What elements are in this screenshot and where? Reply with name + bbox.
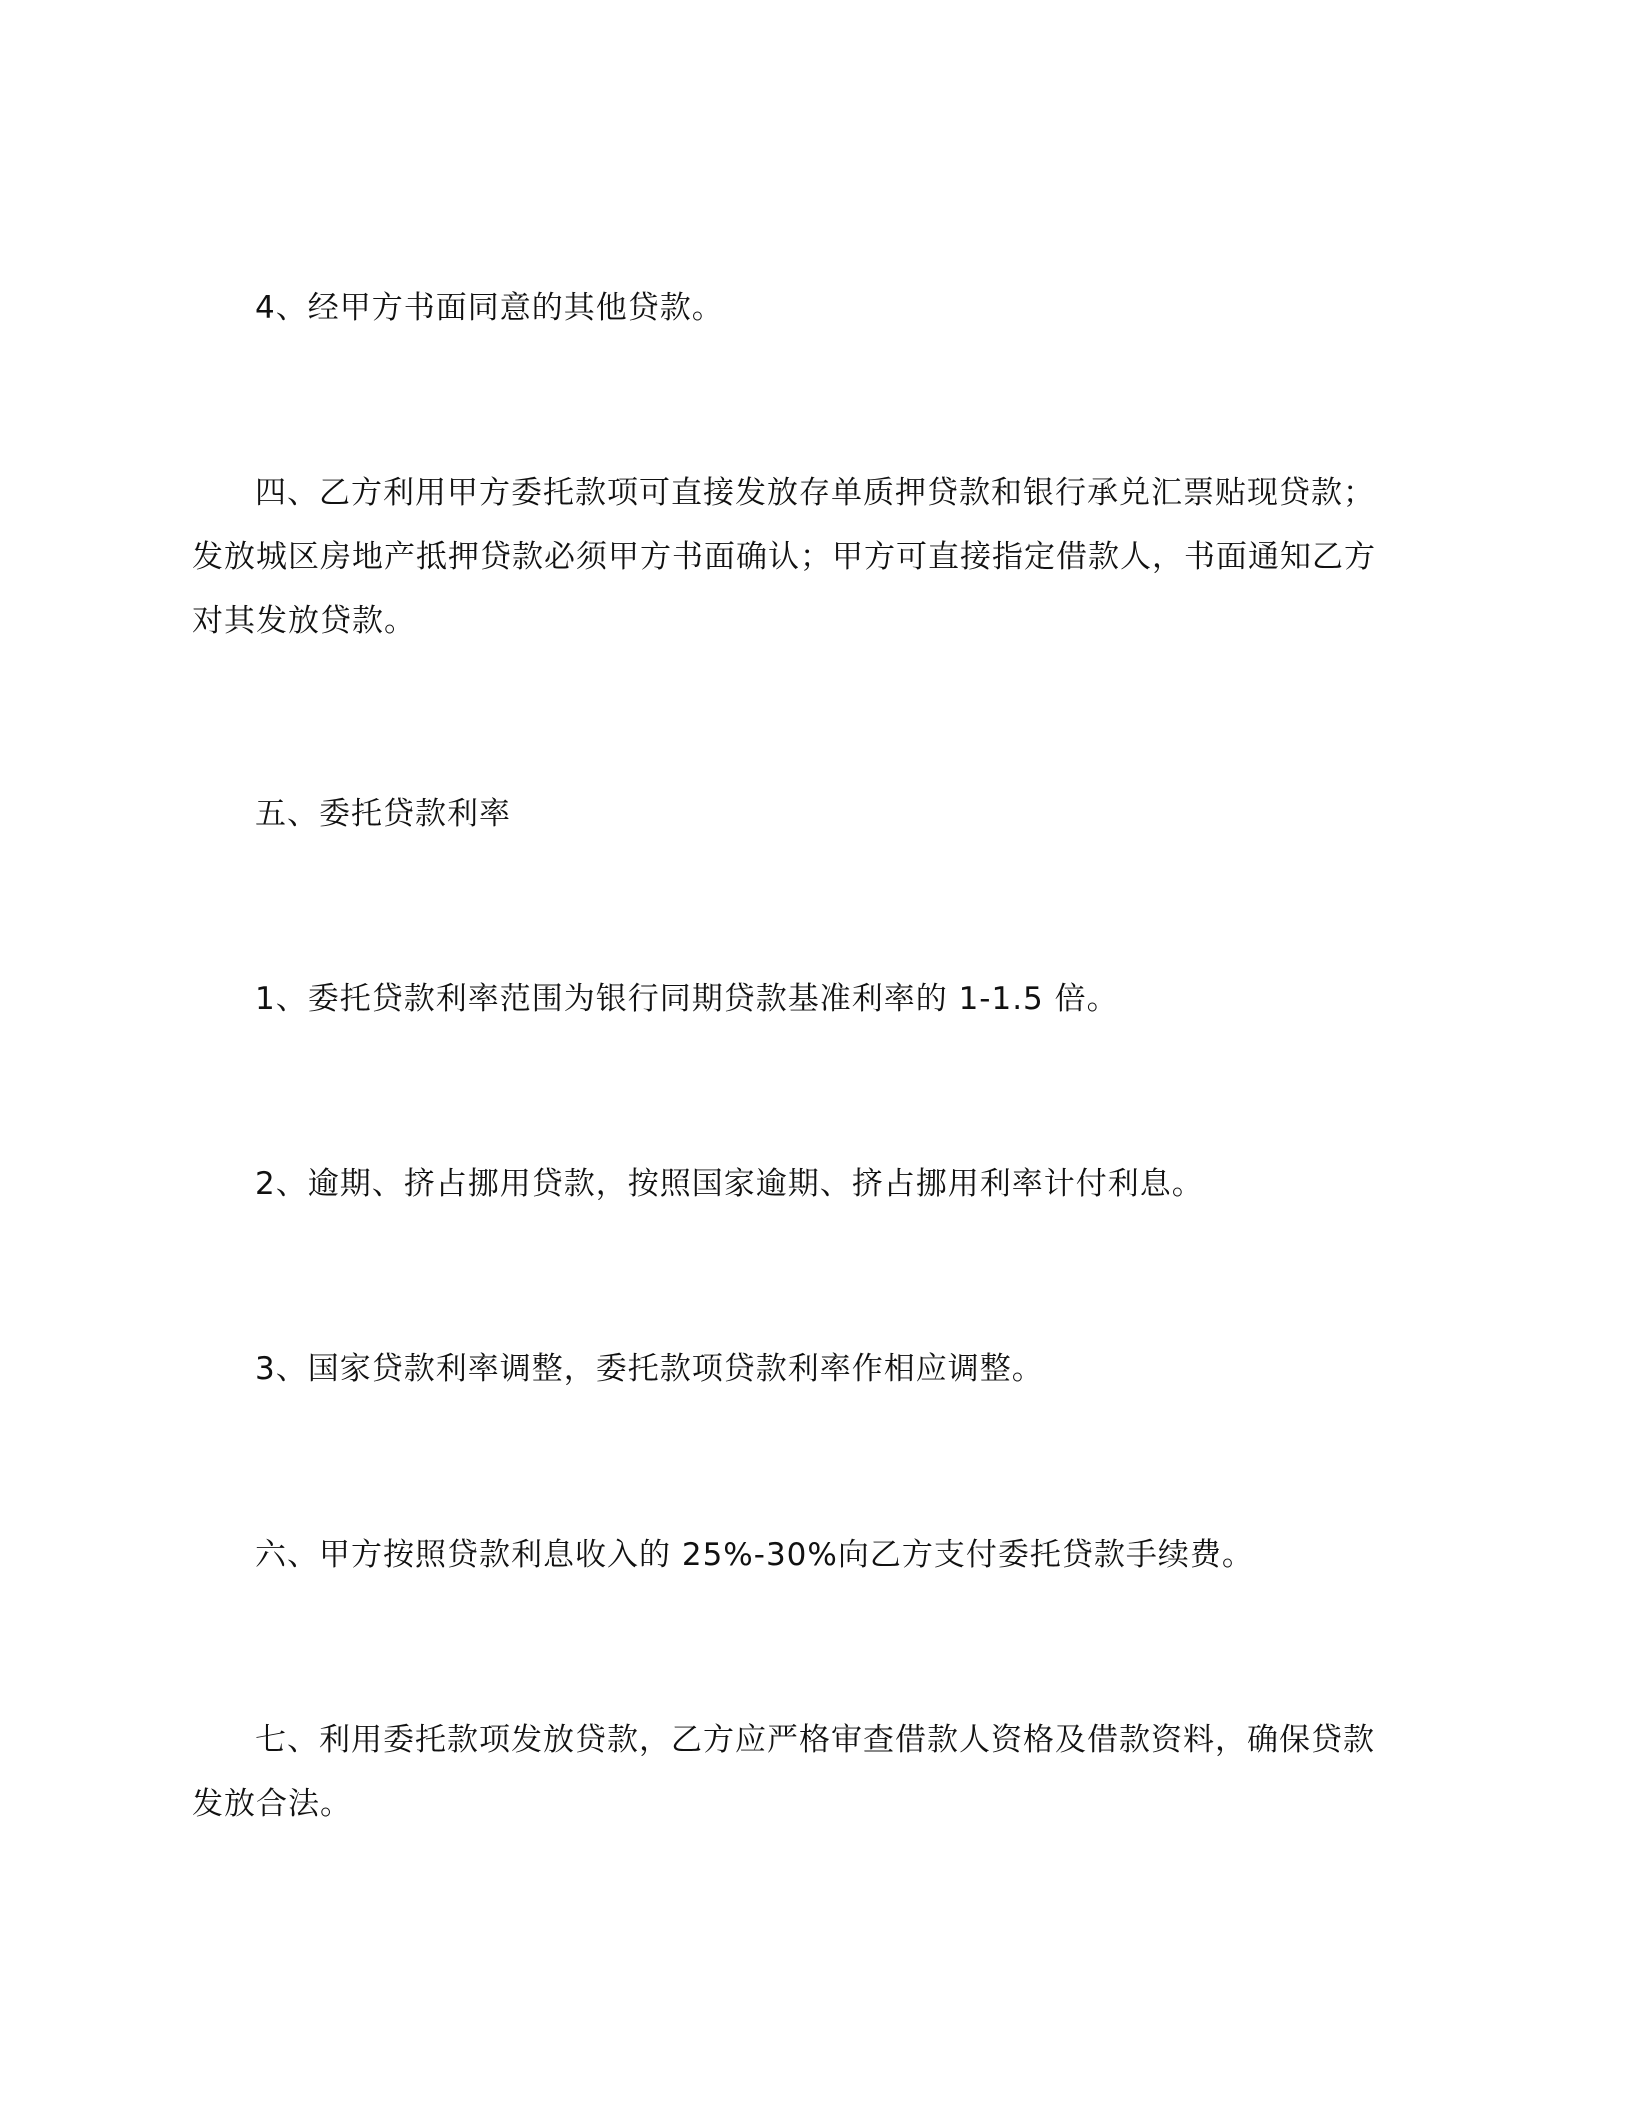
paragraph-section-6-commission-fee: 六、甲方按照贷款利息收入的 25%-30%向乙方支付委托贷款手续费。 <box>255 1537 1254 1573</box>
paragraph-rate-range: 1、委托贷款利率范围为银行同期贷款基准利率的 1-1.5 倍。 <box>255 981 1119 1017</box>
paragraph-item-4-other-loans: 4、经甲方书面同意的其他贷款。 <box>255 290 724 326</box>
paragraph-overdue-interest: 2、逾期、挤占挪用贷款，按照国家逾期、挤占挪用利率计付利息。 <box>255 1166 1204 1202</box>
paragraph-section-7-loan-review: 七、利用委托款项发放贷款，乙方应严格审查借款人资格及借款资料，确保贷款发放合法。 <box>192 1722 1375 1822</box>
paragraph-rate-adjustment: 3、国家贷款利率调整，委托款项贷款利率作相应调整。 <box>255 1351 1044 1387</box>
section-heading-interest-rate: 五、委托贷款利率 <box>255 796 511 832</box>
paragraph-section-4-loan-issuance: 四、乙方利用甲方委托款项可直接发放存单质押贷款和银行承兑汇票贴现贷款；发放城区房地产抵押贷款必须甲方书面确认；甲方可直接指定借款人，书面通知乙方对其发放贷款。 <box>192 475 1376 639</box>
